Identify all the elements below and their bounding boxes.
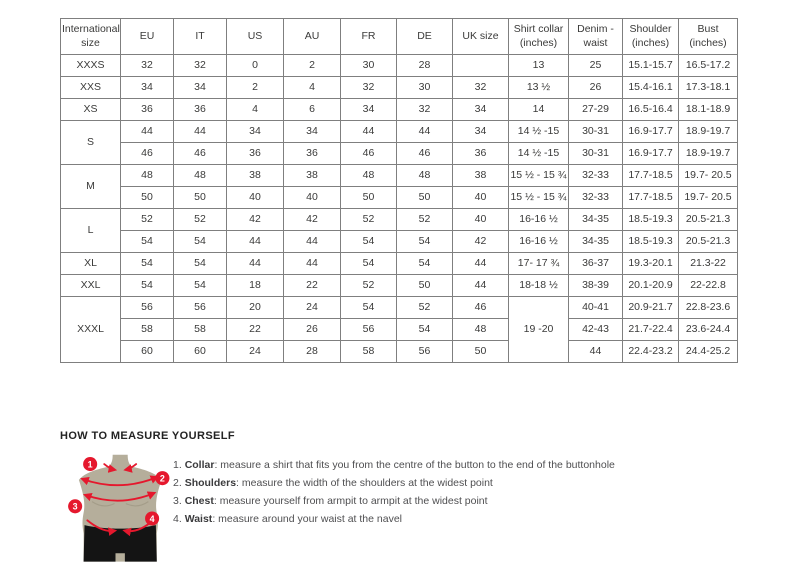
header-cell-3: US	[227, 19, 284, 55]
data-cell: 54	[397, 319, 453, 341]
data-cell: 36	[227, 143, 284, 165]
data-cell: 40	[453, 187, 509, 209]
table-row	[61, 275, 738, 297]
table-row	[61, 99, 738, 121]
badge-4-number: 4	[149, 513, 155, 524]
data-cell-collar-merged: 19 -20	[509, 297, 569, 363]
step-text: : measure yourself from armpit to armpit at the widest point	[213, 495, 488, 507]
data-cell: 40-41	[569, 297, 623, 319]
data-cell: 52	[397, 297, 453, 319]
data-cell: 26	[569, 77, 623, 99]
data-cell: 44	[569, 341, 623, 363]
table-row	[61, 341, 738, 363]
data-cell: 54	[121, 253, 174, 275]
data-cell: 36	[174, 99, 227, 121]
data-cell: 21.7-22.4	[623, 319, 679, 341]
step-number: 2.	[173, 477, 185, 489]
header-row	[61, 19, 738, 55]
data-cell: 36	[121, 99, 174, 121]
data-cell: 54	[341, 231, 397, 253]
measure-badge-2	[155, 471, 169, 485]
data-cell: 58	[174, 319, 227, 341]
table-row	[61, 165, 738, 187]
data-cell: 54	[174, 275, 227, 297]
data-cell: 13	[509, 55, 569, 77]
data-cell: 42	[284, 209, 341, 231]
measure-body	[60, 442, 740, 570]
header-cell-1: EU	[121, 19, 174, 55]
step-text: : measure around your waist at the navel	[212, 513, 402, 525]
data-cell: 32-33	[569, 187, 623, 209]
data-cell: 50	[174, 187, 227, 209]
step-text: : measure the width of the shoulders at the widest point	[236, 477, 493, 489]
data-cell: 22	[284, 275, 341, 297]
data-cell: 22.4-23.2	[623, 341, 679, 363]
data-cell: 34	[174, 77, 227, 99]
header-cell-9: Denim - waist	[569, 19, 623, 55]
data-cell: 40	[453, 209, 509, 231]
data-cell: 44	[453, 275, 509, 297]
data-cell: 46	[174, 143, 227, 165]
data-cell: 46	[453, 297, 509, 319]
data-cell: 14	[509, 99, 569, 121]
size-cell: XXXS	[61, 55, 121, 77]
data-cell: 32-33	[569, 165, 623, 187]
data-cell: 16-16 ½	[509, 209, 569, 231]
data-cell: 24.4-25.2	[679, 341, 738, 363]
data-cell: 18-18 ½	[509, 275, 569, 297]
data-cell: 48	[397, 165, 453, 187]
data-cell: 27-29	[569, 99, 623, 121]
data-cell: 46	[341, 143, 397, 165]
table-row	[61, 297, 738, 319]
data-cell: 20.5-21.3	[679, 209, 738, 231]
data-cell: 50	[397, 275, 453, 297]
data-cell: 15.4-16.1	[623, 77, 679, 99]
data-cell: 20.1-20.9	[623, 275, 679, 297]
data-cell: 48	[453, 319, 509, 341]
data-cell: 58	[341, 341, 397, 363]
data-cell: 40	[227, 187, 284, 209]
measure-step-4	[173, 513, 615, 525]
header-cell-11: Bust (inches)	[679, 19, 738, 55]
table-row	[61, 231, 738, 253]
data-cell: 0	[227, 55, 284, 77]
data-cell: 54	[341, 253, 397, 275]
measure-heading: HOW TO MEASURE YOURSELF	[60, 430, 236, 442]
data-cell: 26	[284, 319, 341, 341]
header-cell-4: AU	[284, 19, 341, 55]
data-cell: 44	[284, 253, 341, 275]
step-number: 3.	[173, 495, 185, 507]
data-cell: 16.9-17.7	[623, 143, 679, 165]
data-cell: 54	[121, 231, 174, 253]
data-cell: 32	[397, 99, 453, 121]
table-row	[61, 253, 738, 275]
data-cell: 32	[453, 77, 509, 99]
data-cell: 20	[227, 297, 284, 319]
size-chart-header	[61, 19, 738, 55]
measure-steps-list	[173, 459, 615, 531]
data-cell: 44	[227, 253, 284, 275]
measure-step-3	[173, 495, 615, 507]
data-cell: 42	[227, 209, 284, 231]
data-cell: 60	[121, 341, 174, 363]
size-cell: XXL	[61, 275, 121, 297]
data-cell: 19.7- 20.5	[679, 165, 738, 187]
data-cell: 30	[397, 77, 453, 99]
size-chart-table	[60, 18, 738, 363]
data-cell: 19.7- 20.5	[679, 187, 738, 209]
data-cell: 34-35	[569, 231, 623, 253]
data-cell: 15.1-15.7	[623, 55, 679, 77]
data-cell: 56	[341, 319, 397, 341]
data-cell: 28	[397, 55, 453, 77]
size-chart-body	[61, 55, 738, 363]
data-cell: 30-31	[569, 143, 623, 165]
data-cell: 30-31	[569, 121, 623, 143]
data-cell: 38-39	[569, 275, 623, 297]
data-cell: 52	[174, 209, 227, 231]
data-cell: 36	[453, 143, 509, 165]
data-cell: 44	[284, 231, 341, 253]
data-cell: 44	[397, 121, 453, 143]
data-cell: 18.9-19.7	[679, 143, 738, 165]
data-cell: 38	[227, 165, 284, 187]
data-cell: 25	[569, 55, 623, 77]
data-cell: 28	[284, 341, 341, 363]
data-cell: 15 ½ - 15 ¾	[509, 187, 569, 209]
step-label: Shoulders	[184, 477, 237, 489]
data-cell: 21.3-22	[679, 253, 738, 275]
data-cell: 18.9-19.7	[679, 121, 738, 143]
data-cell: 13 ½	[509, 77, 569, 99]
data-cell: 48	[341, 165, 397, 187]
data-cell: 56	[174, 297, 227, 319]
data-cell	[453, 55, 509, 77]
data-cell: 54	[174, 253, 227, 275]
data-cell: 44	[341, 121, 397, 143]
table-row	[61, 121, 738, 143]
data-cell: 48	[174, 165, 227, 187]
data-cell: 42	[453, 231, 509, 253]
table-row	[61, 187, 738, 209]
data-cell: 52	[397, 209, 453, 231]
data-cell: 34	[453, 121, 509, 143]
data-cell: 56	[121, 297, 174, 319]
step-text: : measure a shirt that fits you from the centre of the button to the end of the buttonhole	[214, 459, 615, 471]
data-cell: 17- 17 ¾	[509, 253, 569, 275]
data-cell: 56	[397, 341, 453, 363]
data-cell: 16-16 ½	[509, 231, 569, 253]
measure-badge-3	[68, 499, 82, 513]
data-cell: 52	[341, 275, 397, 297]
data-cell: 54	[341, 297, 397, 319]
data-cell: 54	[397, 231, 453, 253]
data-cell: 34	[453, 99, 509, 121]
header-cell-5: FR	[341, 19, 397, 55]
step-number: 1.	[173, 459, 185, 471]
table-row	[61, 77, 738, 99]
data-cell: 18.1-18.9	[679, 99, 738, 121]
data-cell: 23.6-24.4	[679, 319, 738, 341]
data-cell: 44	[227, 231, 284, 253]
data-cell: 4	[284, 77, 341, 99]
data-cell: 36	[284, 143, 341, 165]
mannequin-figure	[62, 452, 184, 570]
data-cell: 36-37	[569, 253, 623, 275]
data-cell: 44	[174, 121, 227, 143]
data-cell: 16.5-16.4	[623, 99, 679, 121]
data-cell: 50	[453, 341, 509, 363]
data-cell: 34-35	[569, 209, 623, 231]
data-cell: 6	[284, 99, 341, 121]
data-cell: 50	[341, 187, 397, 209]
data-cell: 60	[174, 341, 227, 363]
size-cell: XL	[61, 253, 121, 275]
data-cell: 2	[227, 77, 284, 99]
data-cell: 17.7-18.5	[623, 187, 679, 209]
data-cell: 54	[174, 231, 227, 253]
data-cell: 14 ½ -15	[509, 143, 569, 165]
table-row	[61, 209, 738, 231]
data-cell: 20.5-21.3	[679, 231, 738, 253]
table-row	[61, 319, 738, 341]
data-cell: 54	[397, 253, 453, 275]
header-cell-6: DE	[397, 19, 453, 55]
data-cell: 34	[284, 121, 341, 143]
size-cell: XXS	[61, 77, 121, 99]
data-cell: 15 ½ - 15 ¾	[509, 165, 569, 187]
data-cell: 54	[121, 275, 174, 297]
measure-step-2	[173, 477, 615, 489]
data-cell: 14 ½ -15	[509, 121, 569, 143]
data-cell: 16.9-17.7	[623, 121, 679, 143]
data-cell: 18	[227, 275, 284, 297]
data-cell: 4	[227, 99, 284, 121]
data-cell: 22	[227, 319, 284, 341]
step-label: Waist	[184, 513, 213, 525]
badge-3-number: 3	[72, 501, 78, 512]
data-cell: 20.9-21.7	[623, 297, 679, 319]
badge-1-number: 1	[87, 459, 93, 470]
data-cell: 52	[121, 209, 174, 231]
step-number: 4.	[173, 513, 185, 525]
step-label: Collar	[184, 459, 215, 471]
data-cell: 38	[284, 165, 341, 187]
data-cell: 32	[174, 55, 227, 77]
data-cell: 24	[284, 297, 341, 319]
size-cell: XXXL	[61, 297, 121, 363]
data-cell: 40	[284, 187, 341, 209]
header-cell-2: IT	[174, 19, 227, 55]
size-cell: L	[61, 209, 121, 253]
data-cell: 24	[227, 341, 284, 363]
data-cell: 34	[121, 77, 174, 99]
data-cell: 38	[453, 165, 509, 187]
size-cell: S	[61, 121, 121, 165]
data-cell: 17.7-18.5	[623, 165, 679, 187]
data-cell: 30	[341, 55, 397, 77]
data-cell: 50	[397, 187, 453, 209]
data-cell: 44	[121, 121, 174, 143]
data-cell: 16.5-17.2	[679, 55, 738, 77]
badge-2-number: 2	[159, 473, 165, 484]
data-cell: 52	[341, 209, 397, 231]
header-cell-0: International size	[61, 19, 121, 55]
measure-badge-1	[83, 457, 97, 471]
data-cell: 32	[121, 55, 174, 77]
header-cell-8: Shirt collar (inches)	[509, 19, 569, 55]
size-cell: XS	[61, 99, 121, 121]
data-cell: 42-43	[569, 319, 623, 341]
measure-step-1	[173, 459, 615, 471]
data-cell: 18.5-19.3	[623, 209, 679, 231]
data-cell: 17.3-18.1	[679, 77, 738, 99]
step-label: Chest	[184, 495, 214, 507]
data-cell: 2	[284, 55, 341, 77]
header-cell-7: UK size	[453, 19, 509, 55]
data-cell: 58	[121, 319, 174, 341]
data-cell: 34	[341, 99, 397, 121]
measure-section	[60, 430, 740, 570]
size-cell: M	[61, 165, 121, 209]
data-cell: 22-22.8	[679, 275, 738, 297]
data-cell: 18.5-19.3	[623, 231, 679, 253]
data-cell: 34	[227, 121, 284, 143]
data-cell: 46	[121, 143, 174, 165]
data-cell: 46	[397, 143, 453, 165]
data-cell: 22.8-23.6	[679, 297, 738, 319]
table-row	[61, 55, 738, 77]
data-cell: 19.3-20.1	[623, 253, 679, 275]
data-cell: 48	[121, 165, 174, 187]
data-cell: 32	[341, 77, 397, 99]
data-cell: 44	[453, 253, 509, 275]
table-row	[61, 143, 738, 165]
data-cell: 50	[121, 187, 174, 209]
measure-badge-4	[145, 511, 159, 525]
header-cell-10: Shoulder (inches)	[623, 19, 679, 55]
